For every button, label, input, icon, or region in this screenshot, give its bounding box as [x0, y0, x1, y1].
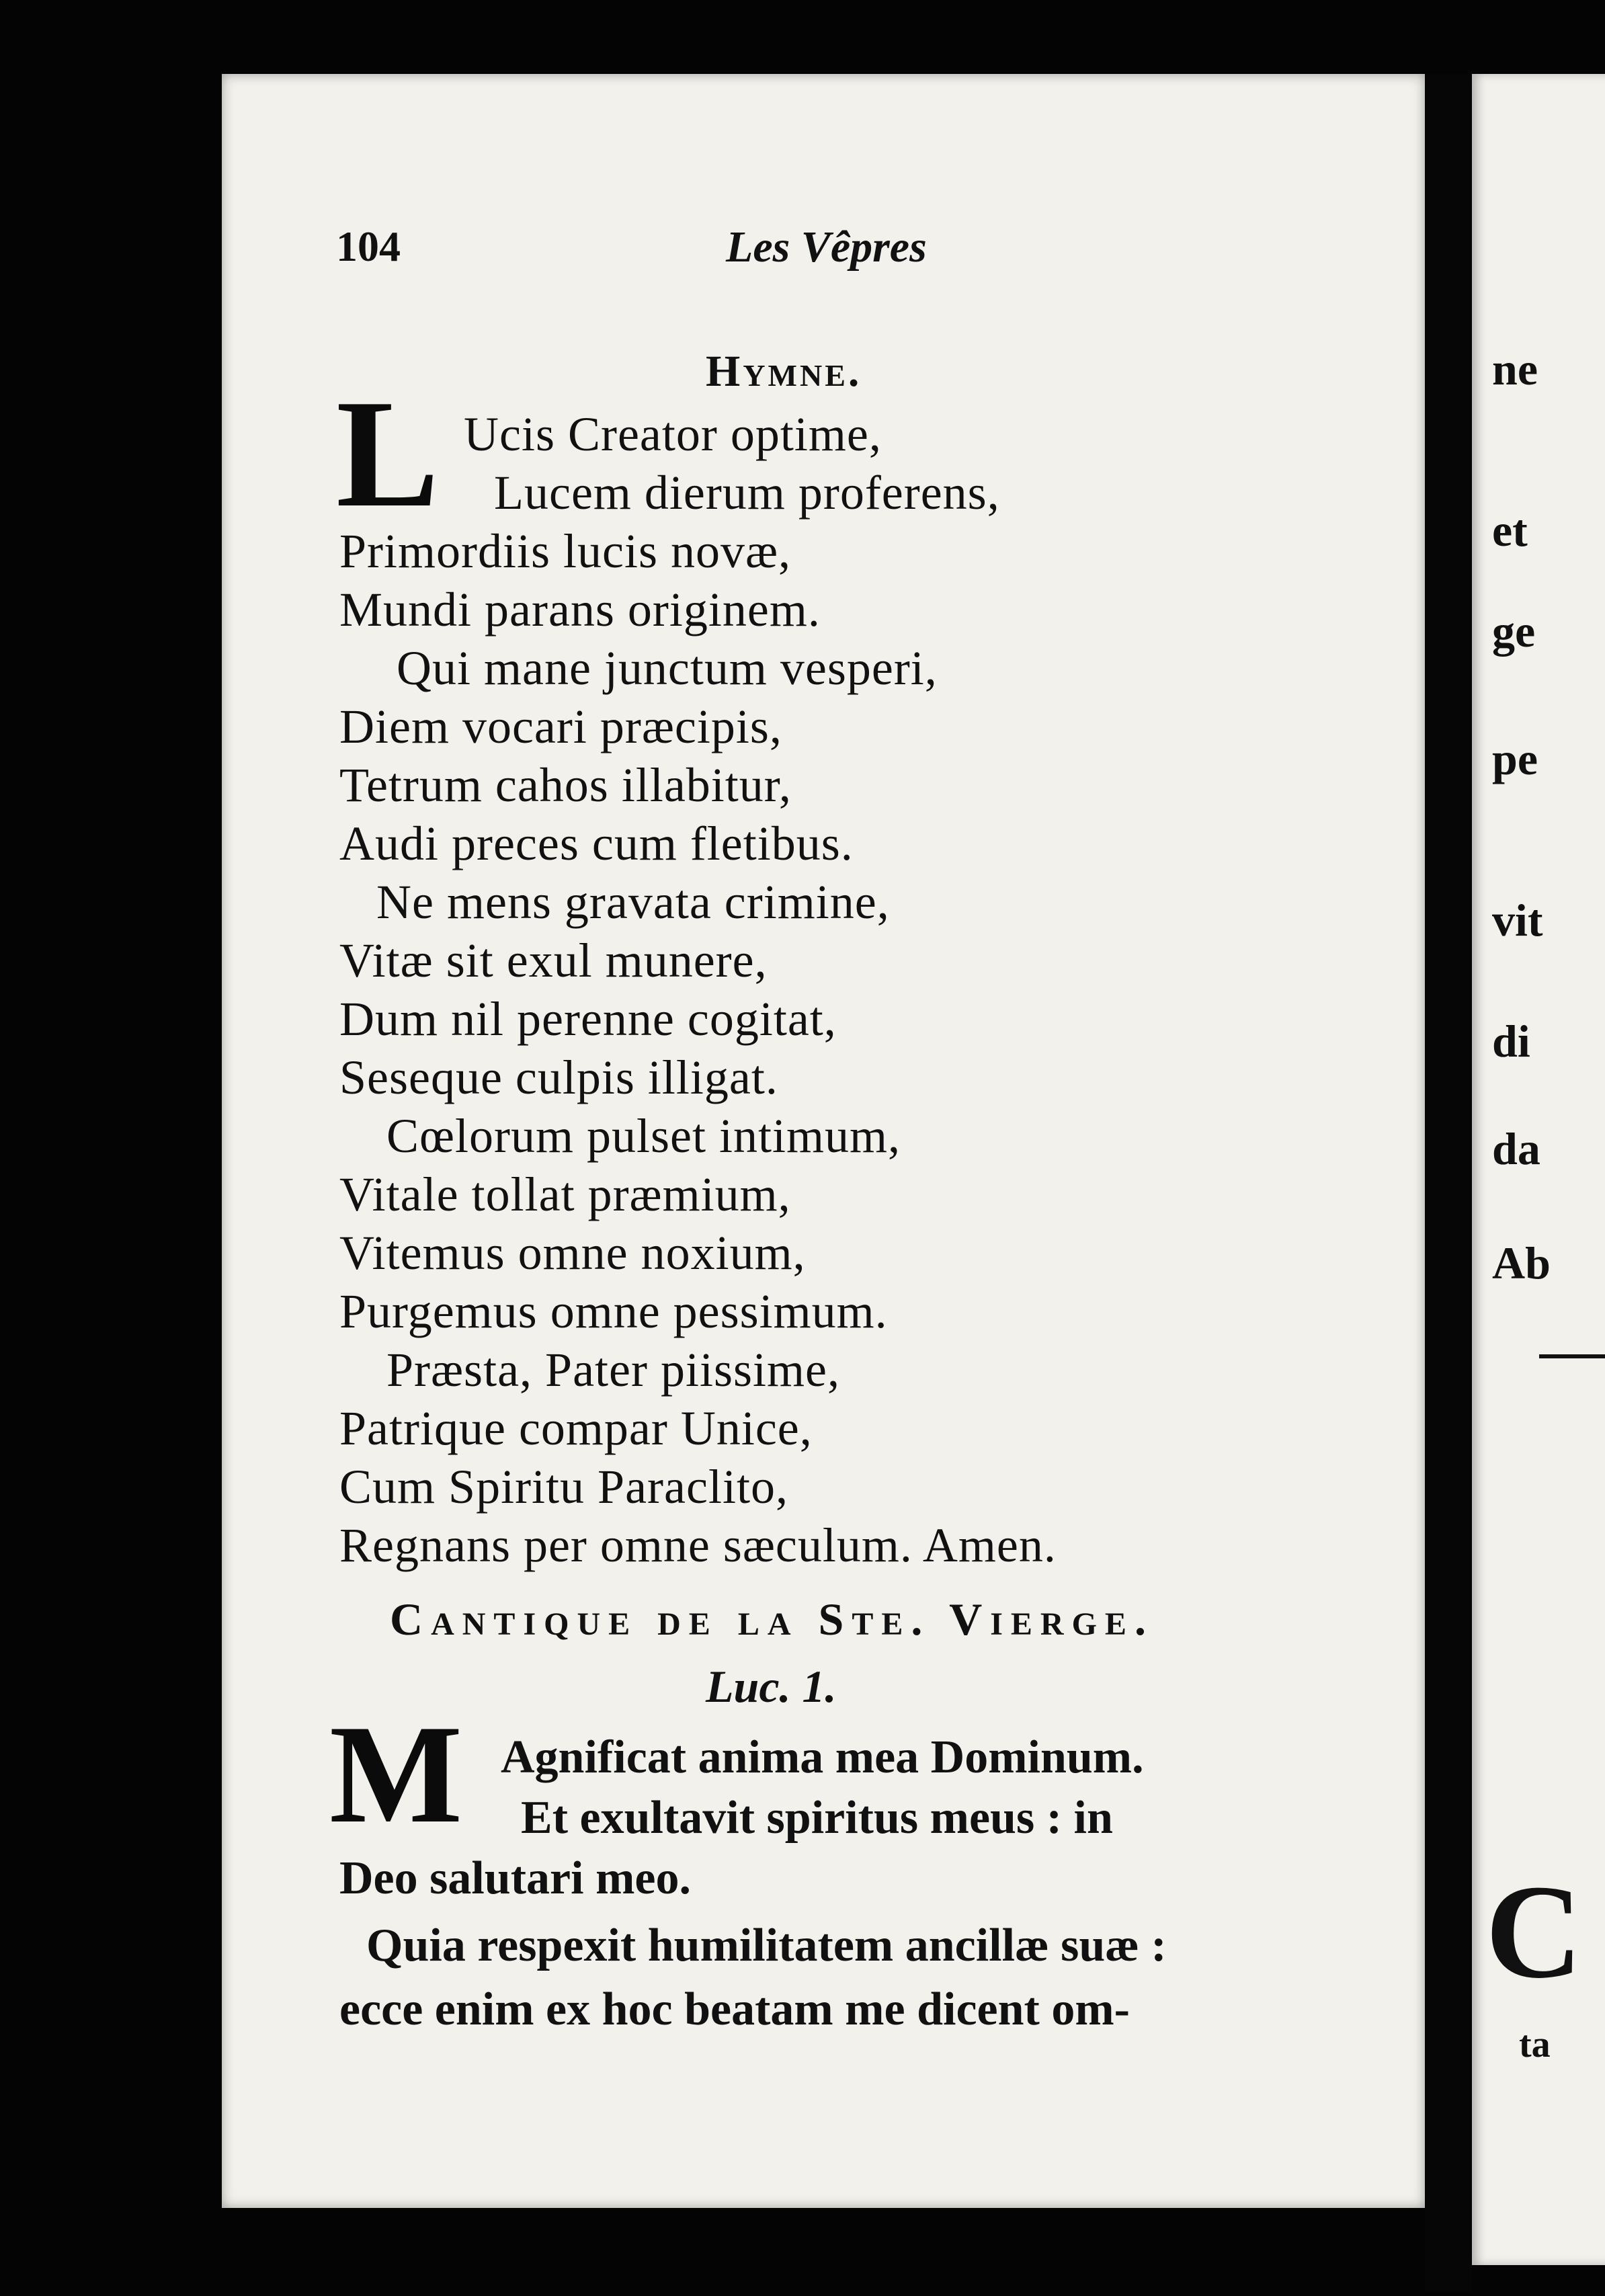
- facing-fragment: di: [1492, 1016, 1530, 1067]
- facing-rule: [1539, 1354, 1605, 1358]
- facing-fragment: et: [1492, 505, 1528, 556]
- canticle-reference: Luc. 1.: [706, 1661, 837, 1712]
- verse-line: Diem vocari præcipis,: [339, 700, 782, 753]
- verse-line: Lucem dierum proferens,: [494, 466, 1000, 520]
- verse-line: Cum Spiritu Paraclito,: [339, 1460, 788, 1514]
- verse-line: Vitemus omne noxium,: [339, 1226, 806, 1280]
- facing-fragment: C: [1485, 1858, 1583, 2006]
- verse-line: Ucis Creator optime,: [464, 407, 882, 461]
- page-number: 104: [336, 222, 401, 270]
- facing-fragment: da: [1492, 1123, 1540, 1174]
- running-head: Les Vêpres: [726, 222, 927, 272]
- verse-line: Dum nil perenne cogitat,: [339, 992, 837, 1046]
- verse-line: Audi preces cum fletibus.: [339, 817, 854, 870]
- canticle-heading: Cantique de la Ste. Vierge.: [390, 1594, 1154, 1645]
- canticle-line: Deo salutari meo.: [339, 1852, 691, 1904]
- verse-line: Seseque culpis illigat.: [339, 1051, 778, 1104]
- verse-line: Ne mens gravata crimine,: [376, 875, 890, 929]
- facing-fragment: vit: [1492, 895, 1543, 946]
- verse-line: Tetrum cahos illabitur,: [339, 758, 792, 812]
- verse-line: Vitæ sit exul munere,: [339, 934, 768, 987]
- verse-line: Præsta, Pater piissime,: [386, 1343, 840, 1397]
- drop-cap: L: [336, 368, 440, 539]
- book-gutter: [1425, 74, 1472, 2292]
- facing-fragment: ta: [1519, 2024, 1551, 2065]
- facing-fragment: ne: [1492, 343, 1538, 395]
- canticle-line: Et exultavit spiritus meus : in: [521, 1792, 1113, 1844]
- verse-line: Mundi parans originem.: [339, 583, 821, 637]
- hymn-heading: Hymne.: [706, 347, 862, 396]
- verse-line: Primordiis lucis novæ,: [339, 524, 792, 578]
- verse-line: Regnans per omne sæculum. Amen.: [339, 1518, 1057, 1572]
- facing-fragment: Ab: [1492, 1237, 1551, 1288]
- verse-line: Qui mane junctum vesperi,: [397, 641, 938, 695]
- verse-line: Patrique compar Unice,: [339, 1401, 813, 1455]
- canticle-line: Agnificat anima mea Dominum.: [501, 1731, 1144, 1783]
- facing-fragment: ge: [1492, 606, 1536, 657]
- facing-page: [1472, 74, 1605, 2265]
- verse-line: Vitale tollat præmium,: [339, 1167, 791, 1221]
- verse-line: Purgemus omne pessimum.: [339, 1284, 888, 1338]
- canticle-line: ecce enim ex hoc beatam me dicent om-: [339, 1983, 1130, 2035]
- canticle-line: Quia respexit humilitatem ancillæ suæ :: [366, 1920, 1167, 1971]
- facing-fragment: pe: [1492, 733, 1538, 784]
- drop-cap: M: [329, 1696, 463, 1852]
- verse-line: Cœlorum pulset intimum,: [386, 1109, 901, 1163]
